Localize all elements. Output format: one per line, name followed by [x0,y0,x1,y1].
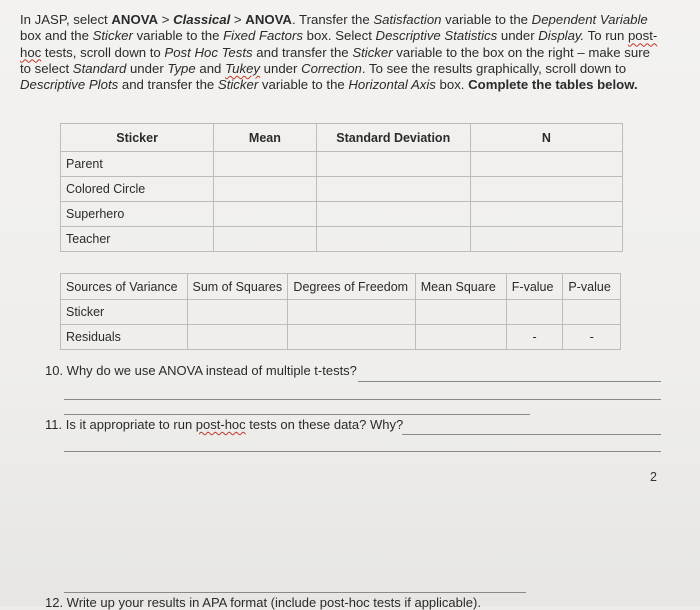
text: variable to the [132,28,224,44]
empty-cell[interactable] [506,300,563,325]
text: and [195,60,226,76]
text: In JASP, select [20,12,112,27]
row-label: Parent [61,152,214,177]
empty-cell[interactable] [187,325,288,350]
table-row [61,325,621,350]
text-bold: ANOVA [111,12,159,27]
text: 11. Is it appropriate to run [45,417,196,432]
table-row [61,227,623,252]
header-standard-deviation: Standard Deviation [316,124,470,152]
empty-cell[interactable] [415,325,506,350]
text: tests on these data? Why? [245,417,404,432]
text-italic: Correction [301,60,362,76]
text-italic: Descriptive Plots [20,77,119,93]
empty-cell[interactable] [563,300,621,325]
empty-cell[interactable] [214,202,316,227]
header-degrees-of-freedom: Degrees of Freedom [288,274,415,300]
answer-line[interactable] [64,592,526,593]
empty-cell[interactable] [288,300,415,325]
text-italic: Dependent Variable [531,12,648,27]
header-f-value: F-value [506,274,563,300]
text: under [126,60,168,76]
table-header-row [61,274,621,300]
row-label: Colored Circle [61,177,214,202]
text: box. [435,77,469,93]
text-italic: Sticker [217,77,259,93]
text: tests, scroll down to [41,44,165,60]
text-spellcheck: post-hoc [195,417,246,432]
text-spellcheck: post-hoc [20,28,658,60]
header-mean-square: Mean Square [415,274,506,300]
text-italic: Display. [538,28,585,44]
text: under [497,28,539,44]
text: > [230,12,246,27]
answer-line[interactable] [402,434,661,435]
empty-cell[interactable] [214,177,316,202]
text: and transfer the [252,44,353,60]
empty-cell[interactable] [288,325,415,350]
text: To run [584,28,628,44]
header-p-value: P-value [563,274,621,300]
header-sum-of-squares: Sum of Squares [187,274,288,300]
row-label: Teacher [61,227,214,252]
text: box and the [20,28,93,44]
text: and transfer the [118,77,218,93]
answer-line[interactable] [64,451,661,452]
header-mean: Mean [214,124,316,152]
text-bold: ANOVA [245,12,292,27]
question-12: 12. Write up your results in APA format (include post-hoc tests if applicable). [45,595,481,610]
text-italic: Sticker [92,28,133,44]
table-row [61,152,623,177]
text-italic: Horizontal Axis [348,77,436,93]
fvalue-dash: - [506,325,563,350]
row-label: Sticker [61,300,188,325]
empty-cell[interactable] [415,300,506,325]
text-bold: Complete the tables below. [468,77,638,93]
text-italic: Descriptive Statistics [375,28,498,44]
text-italic: Fixed Factors [223,28,303,44]
question-10: 10. Why do we use ANOVA instead of multiple t-tests? [45,363,357,378]
text-italic: Type [167,60,196,76]
text: > [158,12,174,27]
answer-line[interactable] [64,399,661,400]
pvalue-dash: - [563,325,621,350]
question-11 [45,417,403,432]
empty-cell[interactable] [470,152,622,177]
anova-table [60,273,621,350]
empty-cell[interactable] [214,152,316,177]
text-italic-spellcheck: Tukey [225,60,260,76]
text: . Transfer the [291,12,374,27]
empty-cell[interactable] [187,300,288,325]
descriptives-table [60,123,623,252]
table-header-row [61,124,623,152]
empty-cell[interactable] [316,227,470,252]
text: variable to the [441,12,532,27]
text-italic: Satisfaction [373,12,442,27]
empty-cell[interactable] [316,152,470,177]
table-row [61,202,623,227]
instructions-paragraph [20,12,660,93]
empty-cell[interactable] [470,202,622,227]
table-row [61,300,621,325]
text-italic: Standard [72,60,127,76]
text-bold-italic: Classical [173,12,231,27]
text: under [260,60,302,76]
header-n: N [470,124,622,152]
table-row [61,177,623,202]
empty-cell[interactable] [470,177,622,202]
text: variable to the [258,77,349,93]
text: variable to the box on the right – make sure to select [20,44,650,76]
row-label: Superhero [61,202,214,227]
text-italic: Post Hoc Tests [164,44,253,60]
answer-line[interactable] [64,414,530,415]
empty-cell[interactable] [316,177,470,202]
empty-cell[interactable] [214,227,316,252]
header-sticker: Sticker [61,124,214,152]
empty-cell[interactable] [316,202,470,227]
empty-cell[interactable] [470,227,622,252]
answer-line[interactable] [358,381,661,382]
header-sources-of-variance: Sources of Variance [61,274,188,300]
page-number: 2 [650,470,657,484]
row-label: Residuals [61,325,188,350]
text: . To see the results graphically, scroll down to [361,60,627,76]
text: box. Select [302,28,376,44]
text-italic: Sticker [352,44,393,60]
